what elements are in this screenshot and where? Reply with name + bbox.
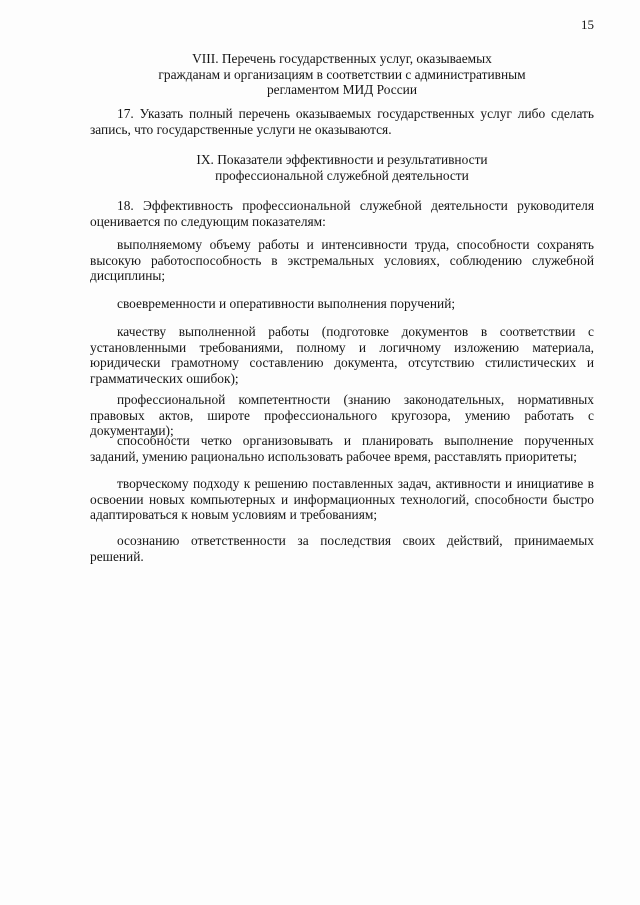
section-9-heading-line: IX. Показатели эффективности и результативности [196,152,488,167]
indicator-item: способности четко организовывать и планировать выполнение порученных заданий, умению рационально использовать рабочее время, расставлять приоритеты; [90,433,594,464]
paragraph-18: 18. Эффективность профессиональной служебной деятельности руководителя оценивается по следующим показателям: [90,198,594,229]
indicator-item: качеству выполненной работы (подготовке документов в соответствии с установленными требованиями, полному и логичному изложению материала, юридически грамотному составлению документа, отсутствию стилистических и грамматических ошибок); [90,324,594,386]
indicator-item: творческому подходу к решению поставленных задач, активности и инициативе в освоении новых компьютерных и информационных технологий, способности быстро адаптироваться к новым условиям и требованиям; [90,476,594,522]
section-8-heading [90,51,594,98]
indicator-item: своевременности и оперативности выполнения поручений; [117,296,456,311]
indicator-item: осознанию ответственности за последствия своих действий, принимаемых решений. [90,533,594,564]
indicator-item: выполняемому объему работы и интенсивности труда, способности сохранять высокую работоспособность в экстремальных условиях, соблюдению служебной дисциплины; [90,237,594,283]
section-9-heading-line: профессиональной служебной деятельности [215,167,469,183]
section-8-heading-line: регламентом МИД России [266,82,418,97]
section-8-heading-line: гражданам и организациям в соответствии с административным [158,66,526,82]
paragraph-17: 17. Указать полный перечень оказываемых государственных услуг либо сделать запись, что государственные услуги не оказываются. [90,106,594,137]
section-8-heading-line: VIII. Перечень государственных услуг, оказываемых [192,51,492,66]
section-9-heading [90,152,594,183]
indicator-item: профессиональной компетентности (знанию законодательных, нормативных правовых актов, широте профессионального кругозора, умению работать с документами); [90,392,594,438]
page-number: 15 [581,17,594,32]
